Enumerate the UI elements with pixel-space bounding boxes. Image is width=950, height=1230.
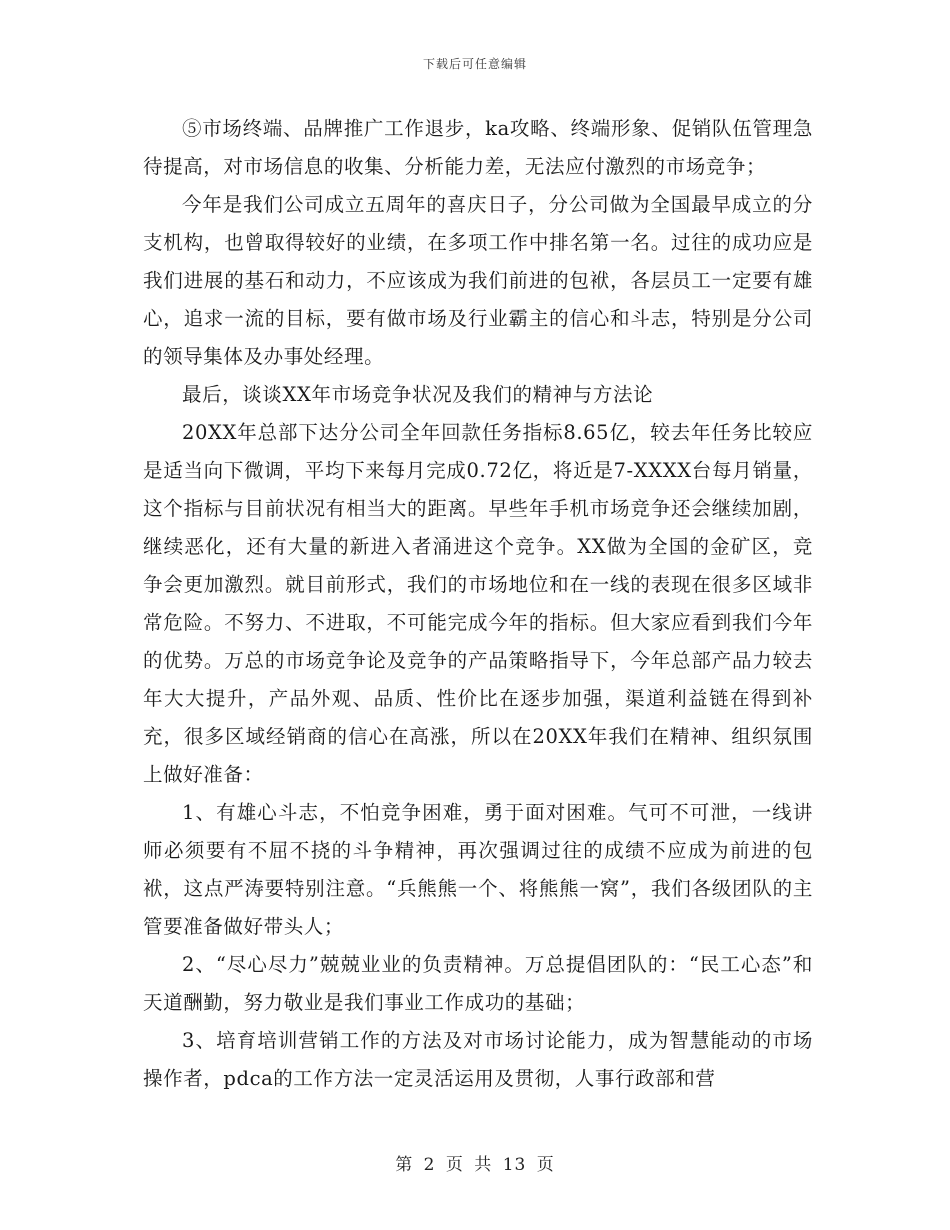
paragraph-market-terminal: ⑤市场终端、品牌推广工作退步，ka攻略、终端形象、促销队伍管理急待提高，对市场信息的收集、分析能力差，无法应付激烈的市场竞争； <box>143 117 813 178</box>
paragraph-targets: 20XX年总部下达分公司全年回款任务指标8.65亿，较去年任务比较应是适当向下微调，平均下来每月完成0.72亿，将近是7-XXXX台每月销量，这个指标与目前状况有相当大的距离。早些年手机市场竞争还会继续加剧，继续恶化，还有大量的新进入者涌进这个竞争。XX做为全国的金矿区，竞争会更加激烈。就目前形式，我们的市场地位和在一线的表现在很多区域非常危险。不努力、不进取，不可能完成今年的指标。但大家应看到我们今年的优势。万总的市场竞争论及竞争的产品策略指导下，今年总部产品力较去年大大提升，产品外观、品质、性价比在逐步加强，渠道利益链在得到补充，很多区域经销商的信心在高涨，所以在20XX年我们在精神、组织氛围上做好准备： <box>143 421 813 786</box>
page-header: 下载后可任意编辑 <box>422 57 527 71</box>
paragraph-competition-intro: 最后，谈谈XX年市场竞争状况及我们的精神与方法论 <box>182 383 654 406</box>
paragraph-point-1: 1、有雄心斗志，不怕竞争困难，勇于面对困难。气可不可泄，一线讲师必须要有不屈不挠的斗争精神，再次强调过往的成绩不应成为前进的包袱，这点严涛要特别注意。“兵熊熊一个、将熊熊一窝”，我们各级团队的主管要准备做好带头人； <box>143 801 813 938</box>
paragraph-point-2: 2、“尽心尽力”兢兢业业的负责精神。万总提倡团队的：“民工心态”和天道酬勤，努力敬业是我们事业工作成功的基础； <box>143 953 813 1014</box>
paragraph-point-3: 3、培育培训营销工作的方法及对市场讨论能力，成为智慧能动的市场操作者，pdca的工作方法一定灵活运用及贯彻，人事行政部和营 <box>143 1029 813 1090</box>
paragraph-anniversary: 今年是我们公司成立五周年的喜庆日子，分公司做为全国最早成立的分支机构，也曾取得较好的业绩，在多项工作中排名第一名。过往的成功应是我们进展的基石和动力，不应该成为我们前进的包袱，各层员工一定要有雄心，追求一流的目标，要有做市场及行业霸主的信心和斗志，特别是分公司的领导集体及办事处经理。 <box>143 193 813 368</box>
document-body <box>143 110 813 1098</box>
page-number-footer: 第 2 页 共 13 页 <box>395 1155 555 1175</box>
